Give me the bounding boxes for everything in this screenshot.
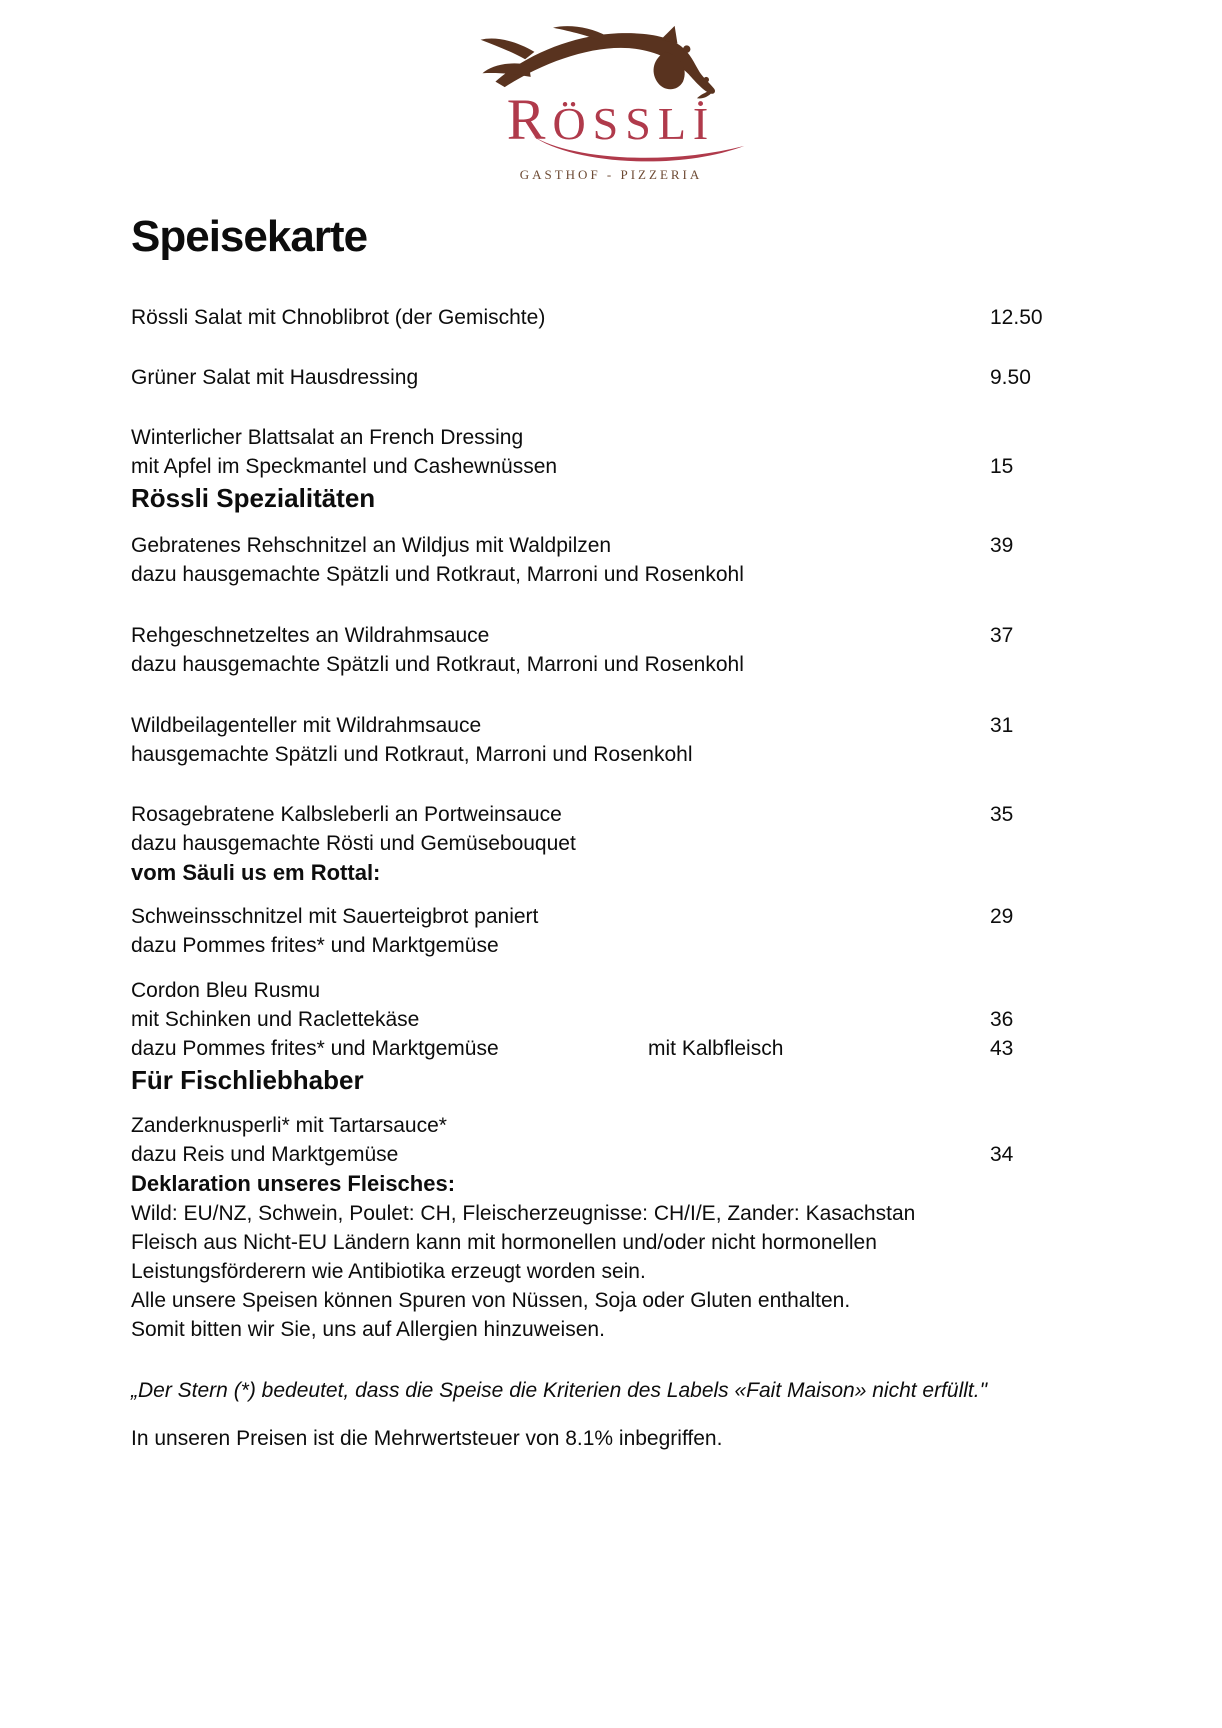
menu-content bbox=[0, 213, 1222, 1453]
menu-item-row bbox=[131, 621, 1222, 650]
menu-item-row bbox=[131, 363, 1222, 392]
dish-text: Cordon Bleu Rusmu bbox=[131, 978, 321, 1002]
vat-footnote: In unseren Preisen ist die Mehrwertsteuer von 8.1% inbegriffen. bbox=[131, 1426, 723, 1450]
dish-price: 12.50 bbox=[990, 305, 1043, 329]
menu-item-row bbox=[131, 1111, 1222, 1140]
section-heading-specialties: Rössli Spezialitäten bbox=[131, 482, 376, 513]
dish-text: Gebratenes Rehschnitzel an Wildjus mit Waldpilzen bbox=[131, 533, 612, 557]
page-title: Speisekarte bbox=[131, 211, 368, 261]
menu-item-row bbox=[131, 560, 1222, 589]
dish-text: Wildbeilagenteller mit Wildrahmsauce bbox=[131, 713, 482, 737]
dish-price: 29 bbox=[990, 904, 1014, 928]
menu-item-row bbox=[131, 423, 1222, 452]
menu-item bbox=[131, 531, 1222, 589]
declaration-block bbox=[131, 1199, 1222, 1344]
menu-item-row bbox=[131, 976, 1222, 1005]
menu-item-row bbox=[131, 902, 1222, 931]
dish-text: Rössli Salat mit Chnoblibrot (der Gemischte) bbox=[131, 305, 546, 329]
dish-price: 43 bbox=[990, 1036, 1014, 1060]
menu-item-row bbox=[131, 531, 1222, 560]
declaration-line: Leistungsförderern wie Antibiotika erzeugt worden sein. bbox=[131, 1259, 646, 1283]
logo-wordmark: RÖSSLİ bbox=[506, 87, 716, 152]
variant-label: mit Kalbfleisch bbox=[648, 1036, 784, 1060]
dish-price: 35 bbox=[990, 802, 1014, 826]
dish-text: Zanderknusperli* mit Tartarsauce* bbox=[131, 1113, 447, 1137]
menu-item bbox=[131, 621, 1222, 679]
star-footnote: „Der Stern (*) bedeutet, dass die Speise die Kriterien des Labels «Fait Maison» nicht erfüllt." bbox=[131, 1378, 988, 1402]
dish-side-text: hausgemachte Spätzli und Rotkraut, Marroni und Rosenkohl bbox=[131, 742, 693, 766]
dish-price: 37 bbox=[990, 623, 1014, 647]
subsection-heading-pork: vom Säuli us em Rottal: bbox=[131, 859, 381, 885]
dish-price: 39 bbox=[990, 533, 1014, 557]
dish-side-text: dazu hausgemachte Spätzli und Rotkraut, Marroni und Rosenkohl bbox=[131, 562, 744, 586]
dish-side-text: mit Schinken und Raclettekäse bbox=[131, 1007, 420, 1031]
dish-text: Schweinsschnitzel mit Sauerteigbrot paniert bbox=[131, 904, 539, 928]
menu-item bbox=[131, 976, 1222, 1063]
menu-item-row bbox=[131, 452, 1222, 481]
declaration-line: Fleisch aus Nicht-EU Ländern kann mit hormonellen und/oder nicht hormonellen bbox=[131, 1230, 877, 1254]
menu-item-row bbox=[131, 740, 1222, 769]
menu-item-row bbox=[131, 829, 1222, 858]
dish-side-text: mit Apfel im Speckmantel und Cashewnüssen bbox=[131, 454, 558, 478]
declaration-line: Alle unsere Speisen können Spuren von Nüssen, Soja oder Gluten enthalten. bbox=[131, 1288, 851, 1312]
logo-swoosh-icon bbox=[521, 135, 756, 165]
menu-item-row bbox=[131, 303, 1222, 332]
dish-price: 31 bbox=[990, 713, 1014, 737]
logo-subtitle: GASTHOF - PIZZERIA bbox=[519, 166, 703, 182]
declaration-heading: Deklaration unseres Fleisches: bbox=[131, 1170, 456, 1196]
menu-item-row bbox=[131, 1140, 1222, 1169]
menu-item-row bbox=[131, 931, 1222, 960]
dish-side-text: dazu hausgemachte Spätzli und Rotkraut, Marroni und Rosenkohl bbox=[131, 652, 744, 676]
menu-item bbox=[131, 711, 1222, 769]
menu-item bbox=[131, 800, 1222, 858]
dish-side-text: dazu Pommes frites* und Marktgemüse bbox=[131, 933, 499, 957]
menu-item-row bbox=[131, 711, 1222, 740]
dish-price: 15 bbox=[990, 454, 1014, 478]
menu-item-row bbox=[131, 650, 1222, 679]
declaration-line: Somit bitten wir Sie, uns auf Allergien hinzuweisen. bbox=[131, 1317, 605, 1341]
declaration-line: Wild: EU/NZ, Schwein, Poulet: CH, Fleischerzeugnisse: CH/I/E, Zander: Kasachstan bbox=[131, 1201, 916, 1225]
dish-text: Winterlicher Blattsalat an French Dressing bbox=[131, 425, 524, 449]
dish-text: Grüner Salat mit Hausdressing bbox=[131, 365, 419, 389]
menu-item bbox=[131, 1111, 1222, 1169]
dish-text: Rehgeschnetzeltes an Wildrahmsauce bbox=[131, 623, 490, 647]
restaurant-logo bbox=[0, 0, 1222, 183]
dish-price: 36 bbox=[990, 1007, 1014, 1031]
section-heading-fish: Für Fischliebhaber bbox=[131, 1064, 364, 1095]
dish-side-text: dazu Pommes frites* und Marktgemüse bbox=[131, 1036, 499, 1060]
menu-item-row bbox=[131, 1034, 1222, 1063]
dish-price: 34 bbox=[990, 1142, 1014, 1166]
dish-text: Rosagebratene Kalbsleberli an Portweinsauce bbox=[131, 802, 562, 826]
dish-price: 9.50 bbox=[990, 365, 1031, 389]
menu-item bbox=[131, 423, 1222, 481]
menu-item-row bbox=[131, 800, 1222, 829]
dish-side-text: dazu hausgemachte Rösti und Gemüsebouquet bbox=[131, 831, 576, 855]
menu-item bbox=[131, 902, 1222, 960]
dish-side-text: dazu Reis und Marktgemüse bbox=[131, 1142, 399, 1166]
menu-item-row bbox=[131, 1005, 1222, 1034]
